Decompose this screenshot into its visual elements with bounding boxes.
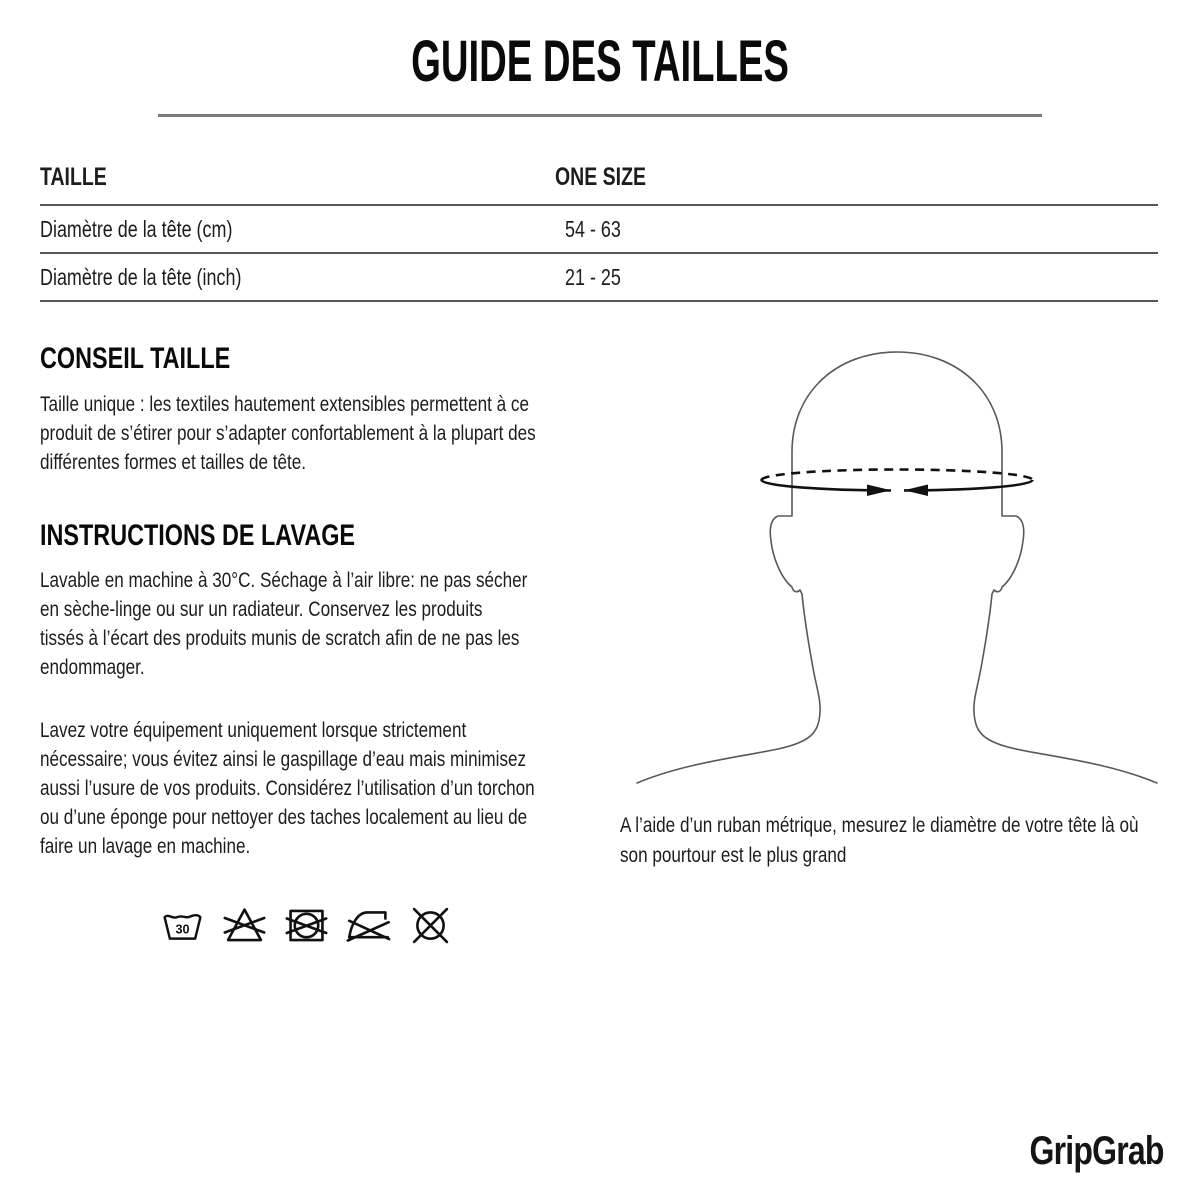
caption-text-line: son pourtour est le plus grand	[620, 844, 847, 867]
head-silhouette	[637, 352, 1157, 783]
row-value-head-diameter-inch: 21 - 25	[565, 264, 621, 290]
body-text-line: différentes formes et tailles de tête.	[40, 451, 307, 474]
size-table-header-row	[40, 160, 1158, 206]
body-text-line: Lavez votre équipement uniquement lorsque strictement	[40, 719, 467, 742]
title-divider	[158, 114, 1042, 117]
do-not-tumble-dry-icon	[284, 903, 329, 948]
body-text-line: aussi l’usure de vos produits. Considérez l’utilisation d’un torchon	[40, 777, 535, 800]
do-not-iron-icon	[346, 903, 391, 948]
body-text-line: Lavable en machine à 30°C. Séchage à l’air libre: ne pas sécher	[40, 569, 528, 592]
head-measurement-figure	[610, 340, 1190, 810]
body-text-line: en sèche-linge ou sur un radiateur. Conservez les produits	[40, 598, 483, 621]
body-text-line: ou d’une éponge pour nettoyer des taches localement au lieu de	[40, 806, 528, 829]
band-gap-mask	[891, 480, 904, 498]
body-text-line: nécessaire; vous évitez ainsi le gaspillage d’eau mais minimisez	[40, 748, 527, 771]
washing-paragraph-1	[40, 566, 527, 682]
do-not-bleach-icon	[222, 903, 267, 948]
row-value-head-diameter-cm: 54 - 63	[565, 216, 621, 242]
table-row	[40, 206, 1158, 254]
page-title: GUIDE DES TAILLES	[411, 29, 789, 94]
conseil-taille-heading: CONSEIL TAILLE	[40, 342, 231, 375]
size-table	[40, 160, 1158, 302]
body-text-line: Taille unique : les textiles hautement extensibles permettent à ce	[40, 393, 530, 416]
washing-instructions-heading: INSTRUCTIONS DE LAVAGE	[40, 519, 356, 552]
wash-temperature-label: 30	[175, 922, 190, 937]
conseil-taille-paragraph	[40, 390, 536, 477]
caption-text-line: A l’aide d’un ruban métrique, mesurez le diamètre de votre tête là où	[620, 814, 1139, 837]
size-table-header-one-size: ONE SIZE	[555, 163, 647, 191]
row-label-head-diameter-inch: Diamètre de la tête (inch)	[40, 264, 242, 290]
row-label-head-diameter-cm: Diamètre de la tête (cm)	[40, 216, 233, 242]
gripgrab-logo: GripGrab	[1029, 1129, 1164, 1173]
body-text-line: tissés à l’écart des produits munis de scratch afin de ne pas les	[40, 627, 520, 650]
washing-paragraph-2	[40, 716, 535, 861]
body-text-line: endommager.	[40, 656, 145, 679]
body-text-line: produit de s’étirer pour s’adapter confortablement à la plupart des	[40, 422, 536, 445]
wash-30c-icon	[160, 903, 205, 948]
table-row	[40, 254, 1158, 302]
care-symbols-row	[160, 903, 453, 948]
do-not-dry-clean-icon	[408, 903, 453, 948]
body-text-line: faire un lavage en machine.	[40, 835, 251, 858]
size-table-header-taille: TAILLE	[40, 163, 107, 191]
figure-caption	[620, 811, 1139, 871]
